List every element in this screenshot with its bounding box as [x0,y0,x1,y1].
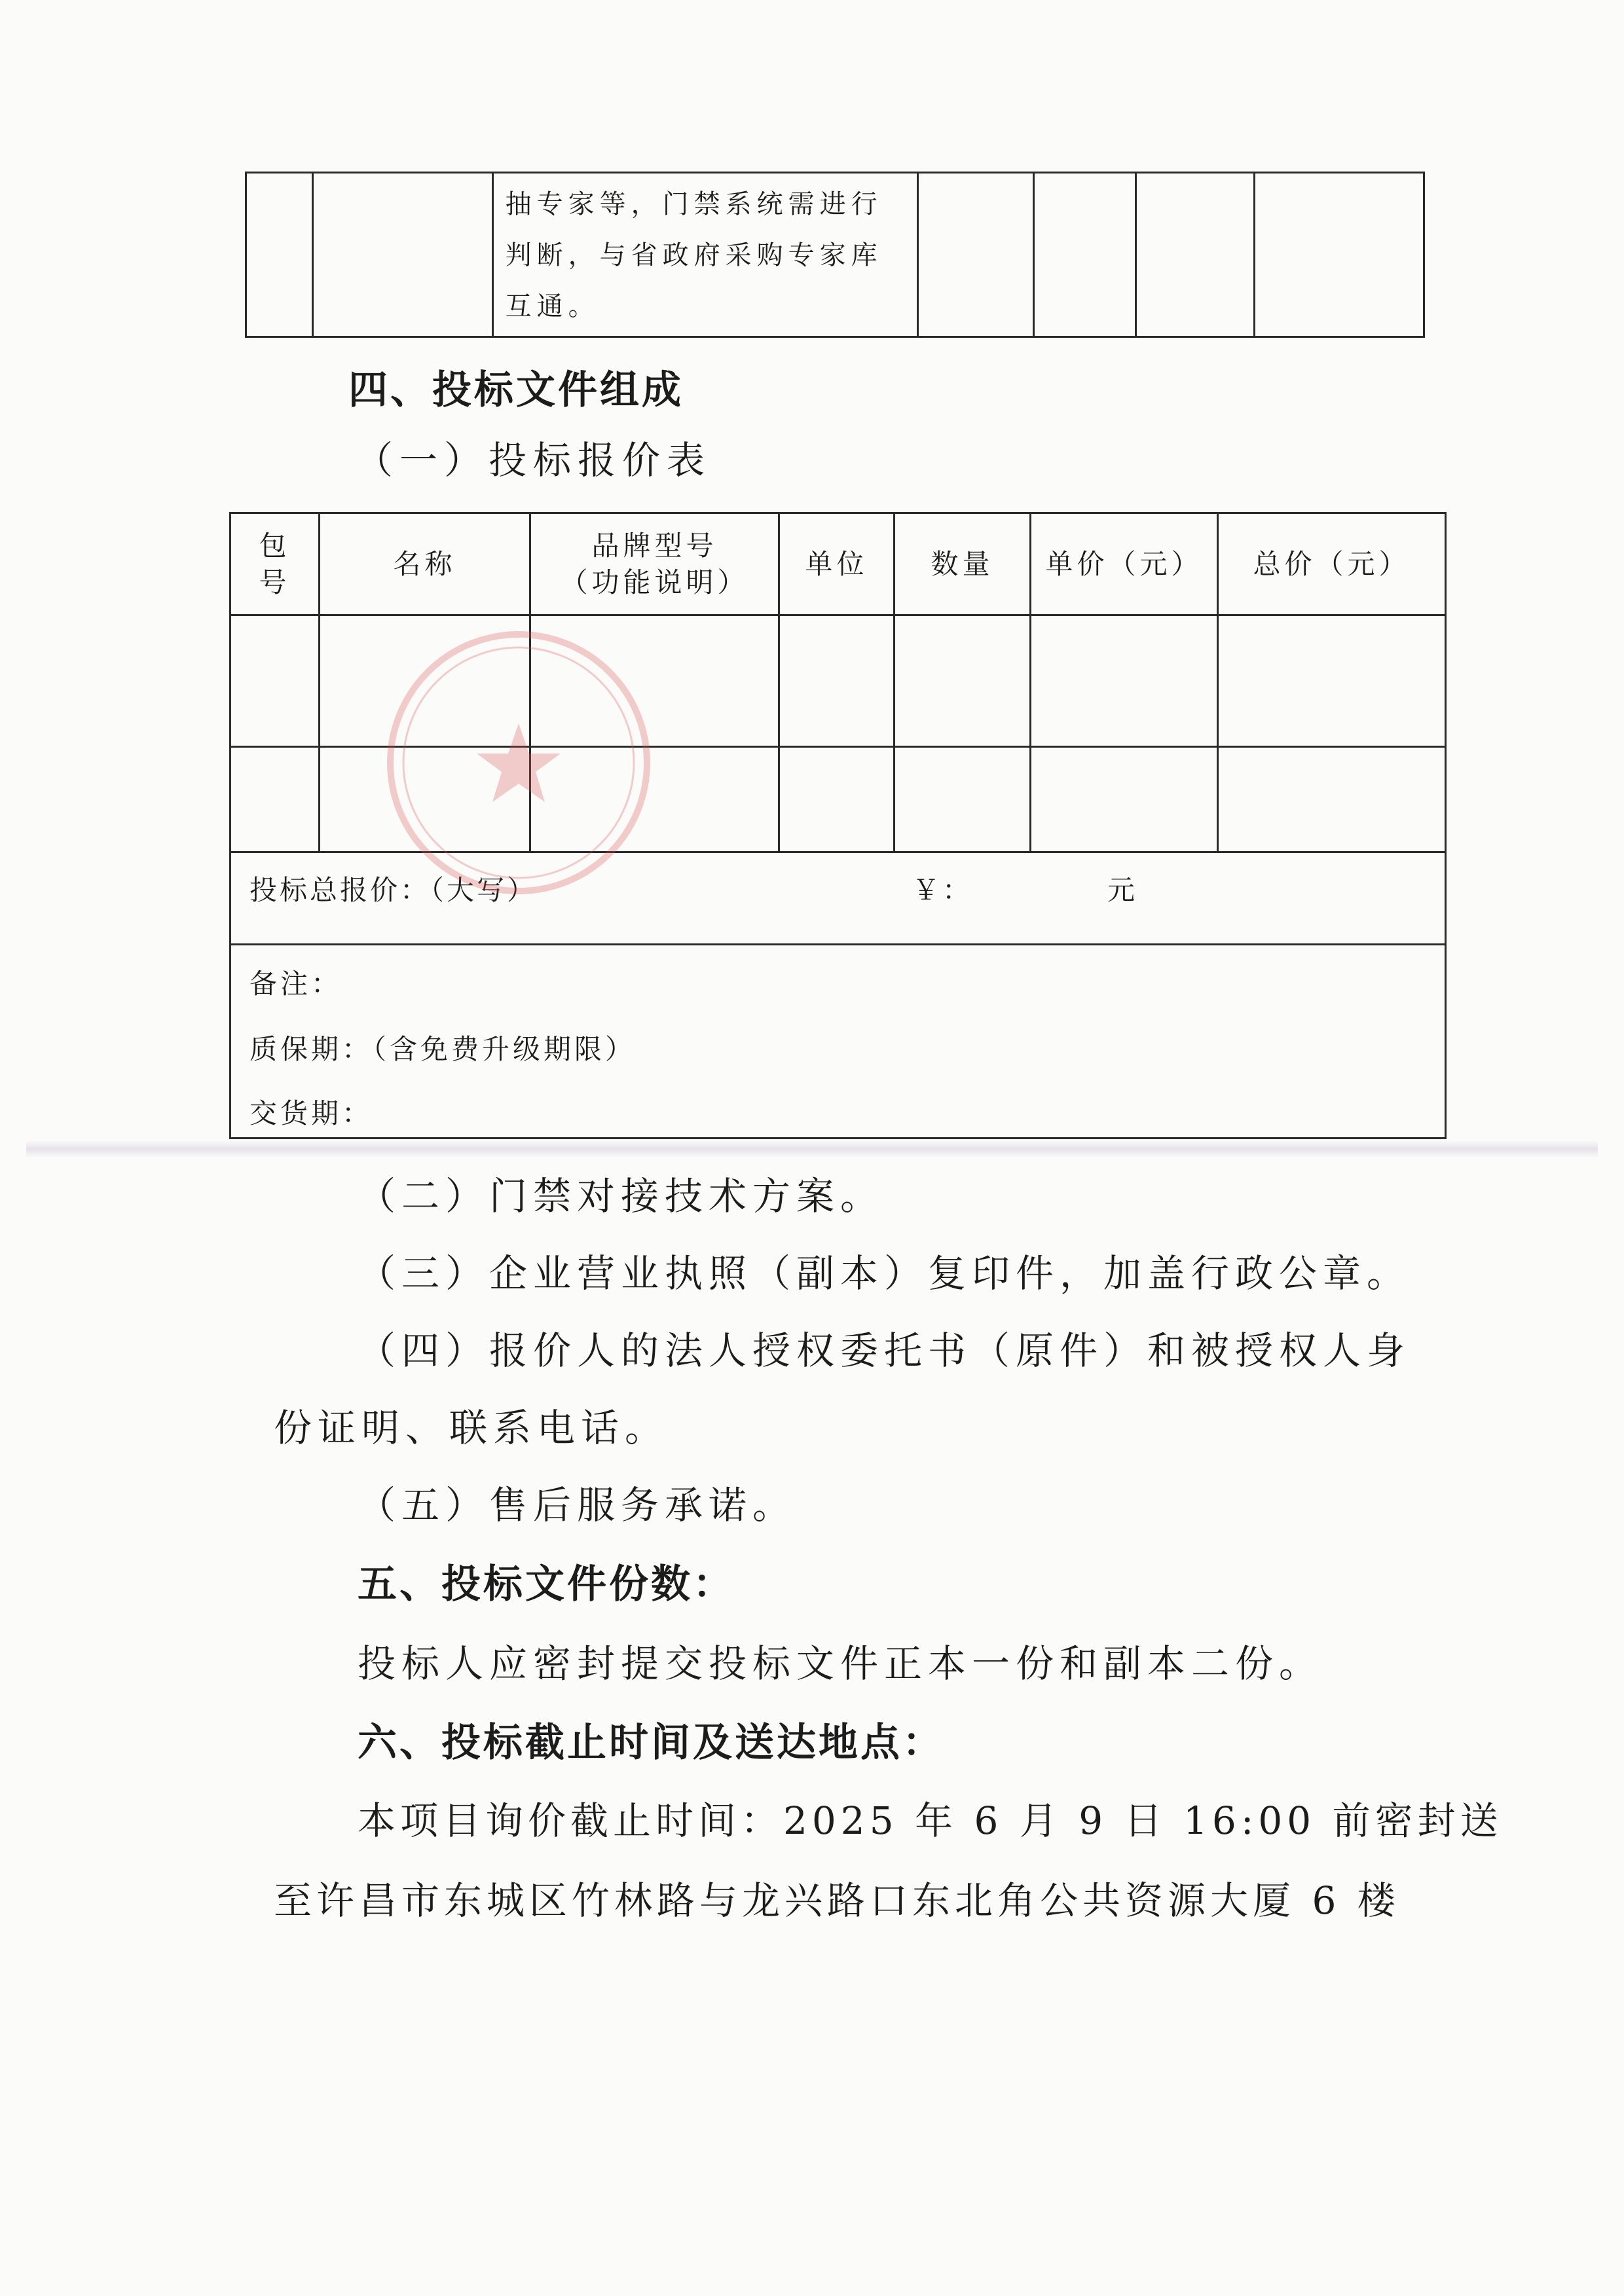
continuation-table [245,172,1425,338]
item-technical-plan: （二）门禁对接技术方案。 [358,1174,885,1218]
table-cell [1033,173,1136,337]
remarks-row [231,945,1446,1139]
table-cell [1031,747,1218,852]
deadline-line2: 至许昌市东城区竹林路与龙兴路口东北角公共资源大厦 6 楼 [274,1878,1400,1923]
table-cell [779,615,895,747]
header-total-price: 总价（元） [1218,513,1446,615]
header-brand-line2: （功能说明） [560,566,749,598]
table-cell [246,173,313,337]
total-price-label: 投标总报价：（大写） [249,873,538,906]
description-line: 判断，与省政府采购专家库 [505,240,883,270]
item-after-sales: （五）售后服务承诺。 [358,1483,797,1527]
header-package-no [231,513,320,615]
remarks-cell [231,945,1446,1139]
official-seal-stamp [381,625,656,900]
table-cell [1218,615,1446,747]
table-cell [231,747,320,852]
header-name: 名称 [320,513,530,615]
header-quantity: 数量 [895,513,1031,615]
table-cell-description [492,173,917,337]
table-cell [918,173,1033,337]
scan-artifact-band [26,1140,1598,1157]
table-cell [779,747,895,852]
description-line: 抽专家等，门禁系统需进行 [505,189,883,219]
section-heading-5: 五、投标文件份数： [358,1561,735,1607]
section-heading-6: 六、投标截止时间及送达地点： [358,1720,944,1766]
description-line: 互通。 [505,291,600,321]
table-cell [231,615,320,747]
header-brand-line1: 品牌型号 [591,529,718,562]
table-cell [895,615,1031,747]
warranty-label: 质保期：（含免费升级期限） [249,1033,637,1066]
yen-label: ￥： [912,873,973,906]
header-package-no-line1: 包 [259,529,291,562]
table-cell [1218,747,1446,852]
table-row [246,173,1424,337]
item-quotation-table-title: （一）投标报价表 [355,438,712,483]
table-cell [1031,615,1218,747]
item-authorization-line2: 份证明、联系电话。 [274,1406,669,1450]
header-unit-price: 单价（元） [1031,513,1218,615]
remarks-label: 备注： [249,968,342,1000]
yuan-label: 元 [1107,873,1138,906]
table-cell [1136,173,1254,337]
description-text [494,173,917,332]
table-cell [895,747,1031,852]
delivery-label: 交货期： [249,1097,373,1130]
table-cell [1254,173,1424,337]
header-unit: 单位 [779,513,895,615]
header-package-no-line2: 号 [259,566,291,598]
table-cell [312,173,492,337]
section-heading-4: 四、投标文件组成 [348,367,684,413]
copies-text: 投标人应密封提交投标文件正本一份和副本二份。 [358,1641,1323,1686]
item-authorization-line1: （四）报价人的法人授权委托书（原件）和被授权人身 [358,1328,1411,1373]
table-header-row [231,513,1446,615]
header-brand-model [530,513,779,615]
item-business-license: （三）企业营业执照（副本）复印件，加盖行政公章。 [358,1251,1411,1296]
deadline-line1: 本项目询价截止时间：2025 年 6 月 9 日 16:00 前密封送 [358,1798,1503,1843]
